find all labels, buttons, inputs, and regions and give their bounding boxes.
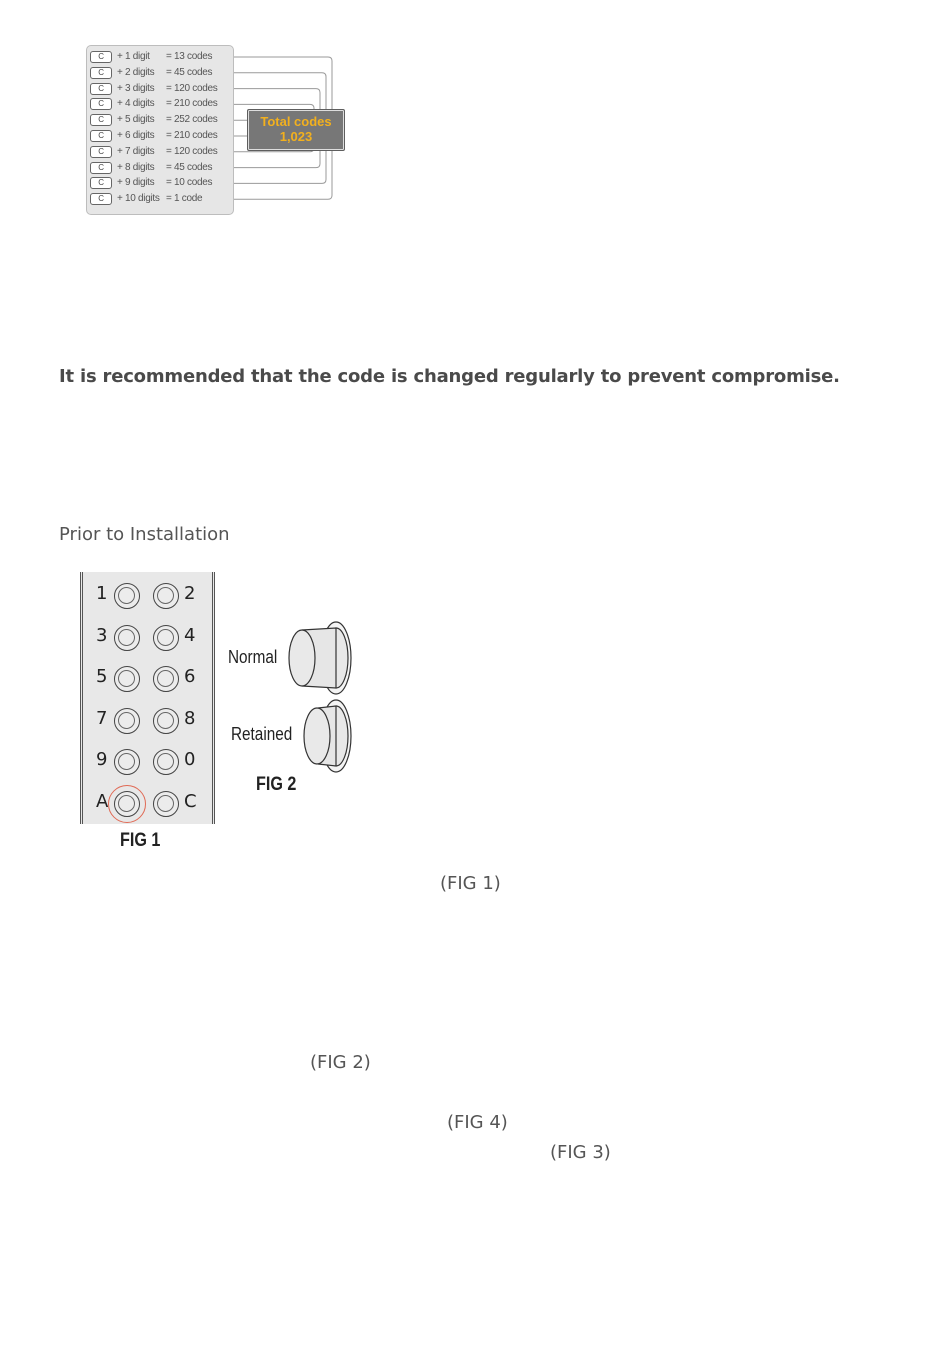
digit-count: + 5 digits — [117, 114, 155, 126]
code-row — [90, 128, 230, 143]
key-label: 3 — [96, 624, 108, 646]
keypad-button — [153, 625, 179, 651]
key-label: 9 — [96, 749, 108, 770]
keypad-button — [153, 791, 179, 817]
code-count: = 45 codes — [166, 66, 213, 78]
digit-count: + 8 digits — [117, 161, 155, 173]
fig2-caption: FIG 2 — [256, 774, 297, 795]
key-label: 8 — [184, 707, 196, 729]
key-label: 7 — [96, 707, 108, 729]
code-row — [90, 112, 230, 127]
digit-count: + 4 digits — [117, 98, 155, 110]
code-row — [90, 191, 230, 206]
fig2-normal-label: Normal — [228, 647, 278, 667]
total-codes-title: Total codes — [260, 114, 332, 129]
c-button-icon: C — [90, 177, 112, 189]
code-count: = 120 codes — [166, 145, 218, 157]
key-label: C — [184, 790, 197, 812]
digit-count: + 10 digits — [117, 193, 160, 205]
key-label: 1 — [96, 583, 108, 604]
code-row — [90, 49, 230, 64]
code-row — [90, 175, 230, 190]
code-combinations-figure — [84, 44, 336, 216]
keypad-button — [153, 666, 179, 692]
key-label: 5 — [96, 666, 108, 687]
keypad-button — [114, 708, 140, 734]
keypad-button — [114, 749, 140, 775]
keypad-illustration — [80, 572, 215, 824]
code-row — [90, 160, 230, 175]
recommendation-text: It is recommended that the code is changed regularly to prevent compromise. — [59, 366, 840, 387]
key-label: 2 — [184, 583, 196, 604]
fig2-buttons-illustration — [284, 618, 356, 778]
prior-to-installation-heading: Prior to Installation — [59, 524, 230, 545]
code-row — [90, 65, 230, 80]
c-button-icon: C — [90, 130, 112, 142]
key-label: 4 — [184, 624, 196, 646]
digit-count: + 9 digits — [117, 177, 155, 189]
digit-count: + 3 digits — [117, 82, 155, 94]
digit-count: + 7 digits — [117, 145, 155, 157]
code-count: = 1 code — [166, 193, 203, 205]
keypad-button — [114, 583, 140, 609]
connector-line — [232, 57, 332, 115]
code-row — [90, 96, 230, 111]
c-button-icon: C — [90, 193, 112, 205]
keypad-button — [153, 749, 179, 775]
digit-count: + 2 digits — [117, 66, 155, 78]
c-button-icon: C — [90, 162, 112, 174]
key-label: A — [96, 790, 109, 812]
digit-count: + 1 digit — [117, 51, 150, 62]
code-count: = 210 codes — [166, 130, 218, 141]
highlight-circle — [108, 785, 146, 823]
keypad-button — [114, 666, 140, 692]
code-count: = 45 codes — [166, 161, 213, 173]
code-count: = 13 codes — [166, 51, 213, 62]
code-count: = 210 codes — [166, 98, 218, 110]
c-button-icon: C — [90, 67, 112, 79]
total-codes-value: 1,023 — [279, 129, 313, 144]
c-button-icon: C — [90, 51, 112, 63]
code-row — [90, 81, 230, 96]
fig3-reference: (FIG 3) — [550, 1142, 611, 1163]
fig2-reference: (FIG 2) — [310, 1052, 371, 1073]
key-label: 0 — [184, 749, 196, 770]
fig4-reference: (FIG 4) — [447, 1112, 508, 1133]
code-row — [90, 144, 230, 159]
fig1-reference: (FIG 1) — [440, 873, 501, 894]
code-count: = 10 codes — [166, 177, 213, 189]
retained-button-icon — [304, 700, 351, 772]
normal-button-icon — [289, 622, 351, 694]
keypad-button — [153, 583, 179, 609]
key-label: 6 — [184, 666, 196, 687]
code-count: = 120 codes — [166, 82, 218, 94]
keypad-button — [114, 625, 140, 651]
keypad-button — [153, 708, 179, 734]
c-button-icon: C — [90, 146, 112, 158]
fig2-retained-label: Retained — [231, 724, 293, 744]
total-codes-box — [247, 109, 345, 151]
fig1-caption: FIG 1 — [120, 830, 161, 851]
c-button-icon: C — [90, 83, 112, 95]
code-count: = 252 codes — [166, 114, 218, 126]
digit-count: + 6 digits — [117, 130, 155, 141]
c-button-icon: C — [90, 114, 112, 126]
c-button-icon: C — [90, 98, 112, 110]
